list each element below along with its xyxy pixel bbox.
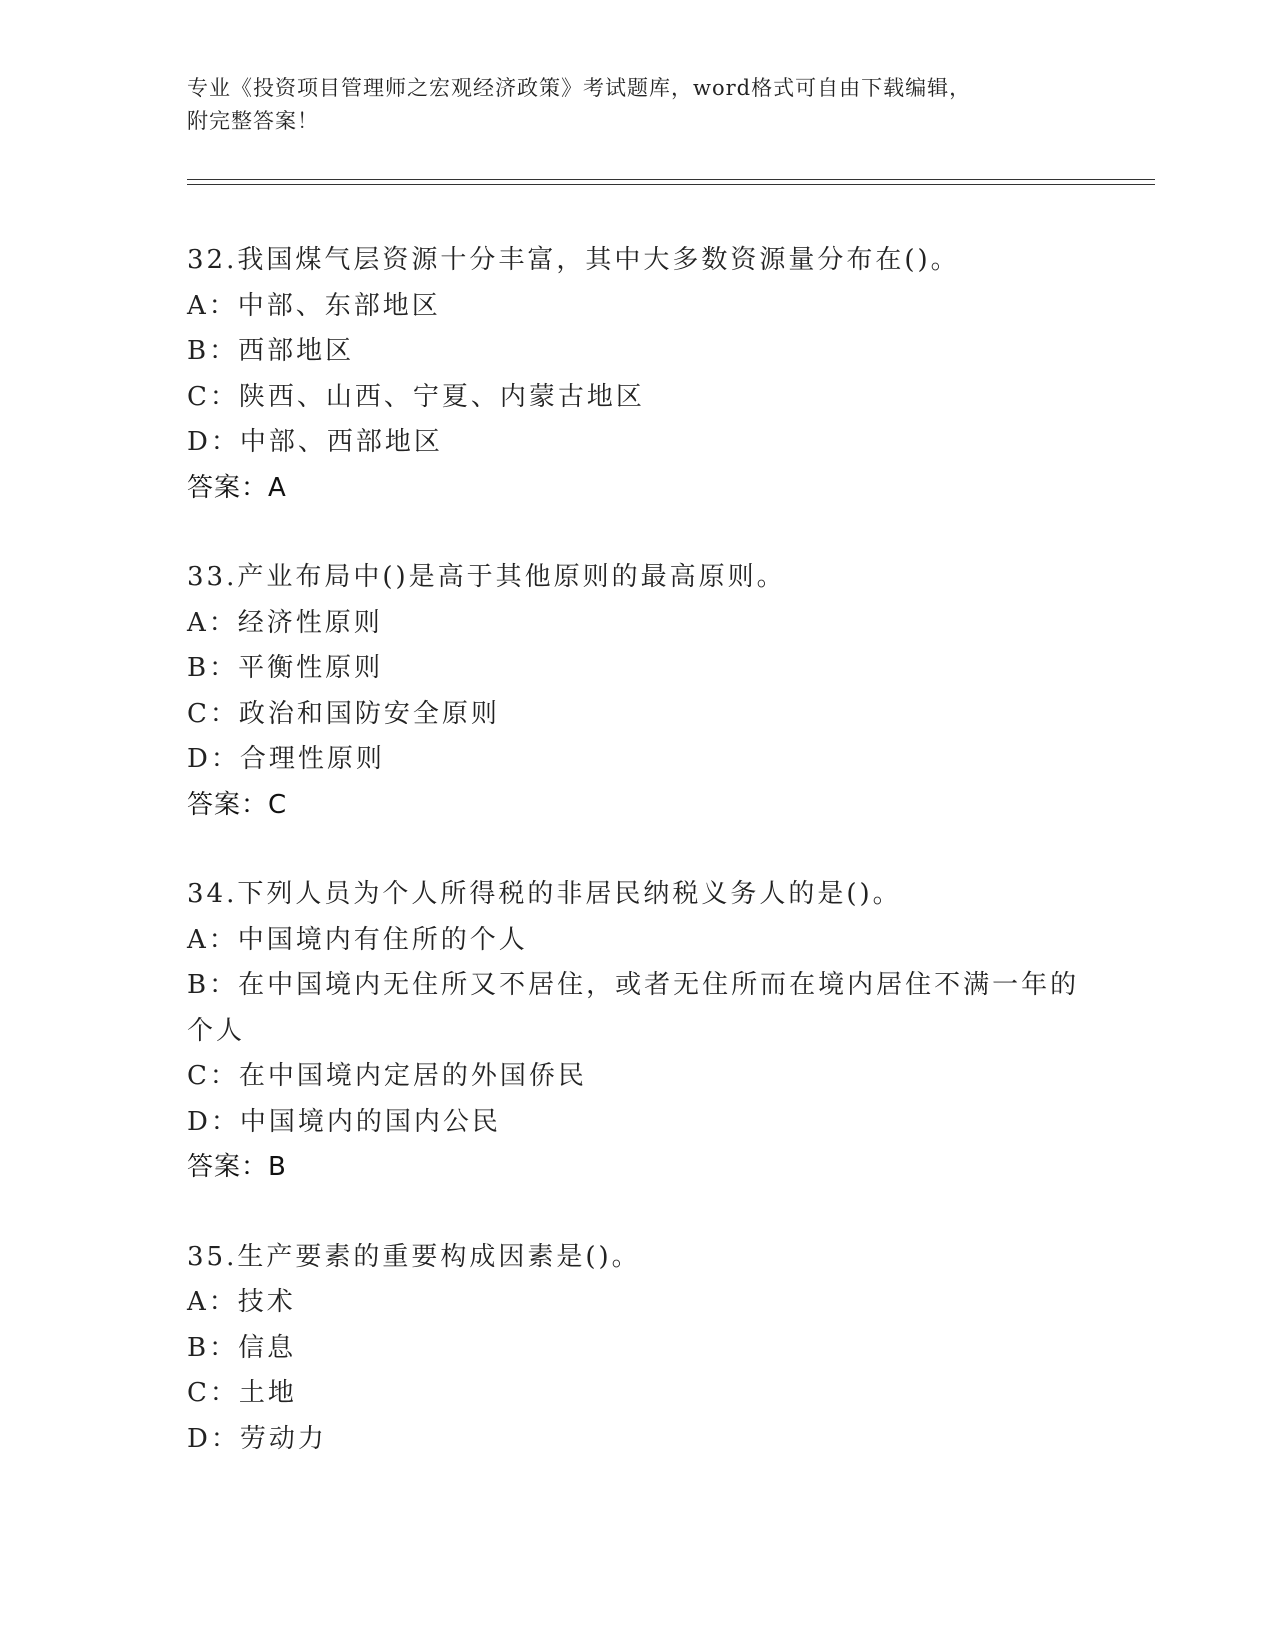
- document-header: [187, 72, 1067, 138]
- option-b: B：信息: [187, 1332, 297, 1363]
- question-34: [187, 872, 1147, 1191]
- question-list: [187, 238, 1147, 1506]
- question-stem: 35.生产要素的重要构成因素是()。: [187, 1241, 641, 1272]
- option-a: A：中国境内有住所的个人: [187, 924, 528, 955]
- question-33: [187, 555, 1147, 828]
- answer-line: 答案：B: [187, 1152, 287, 1182]
- option-a: A：经济性原则: [187, 607, 383, 638]
- option-a: A：中部、东部地区: [187, 290, 441, 321]
- answer-line: 答案：C: [187, 789, 288, 820]
- question-35: [187, 1235, 1147, 1463]
- option-b: B：西部地区: [187, 336, 355, 366]
- option-c: C：陕西、山西、宁夏、内蒙古地区: [187, 381, 645, 412]
- header-line-1: 专业《投资项目管理师之宏观经济政策》考试题库，word格式可自由下载编辑，: [187, 76, 972, 100]
- option-b: B：平衡性原则: [187, 653, 384, 683]
- option-d: D：劳动力: [187, 1423, 327, 1454]
- option-c: C：土地: [187, 1378, 297, 1408]
- question-stem: 34.下列人员为个人所得税的非居民纳税义务人的是()。: [187, 879, 902, 909]
- option-c: C：政治和国防安全原则: [187, 698, 500, 729]
- option-b: B：在中国境内无住所又不居住，或者无住所而在境内居住不满一年的个人: [187, 970, 1080, 1046]
- option-d: D：合理性原则: [187, 744, 385, 774]
- option-c: C：在中国境内定居的外国侨民: [187, 1061, 587, 1091]
- option-d: D：中部、西部地区: [187, 427, 443, 457]
- question-32: [187, 238, 1147, 511]
- option-d: D：中国境内的国内公民: [187, 1106, 501, 1137]
- answer-line: 答案：A: [187, 472, 287, 503]
- header-divider-top: [187, 179, 1155, 180]
- option-a: A：技术: [187, 1287, 296, 1317]
- header-line-2: 附完整答案！: [187, 109, 319, 133]
- question-stem: 33.产业布局中()是高于其他原则的最高原则。: [187, 562, 786, 592]
- header-divider-bottom: [187, 184, 1155, 185]
- question-stem: 32.我国煤气层资源十分丰富，其中大多数资源量分布在()。: [187, 245, 960, 275]
